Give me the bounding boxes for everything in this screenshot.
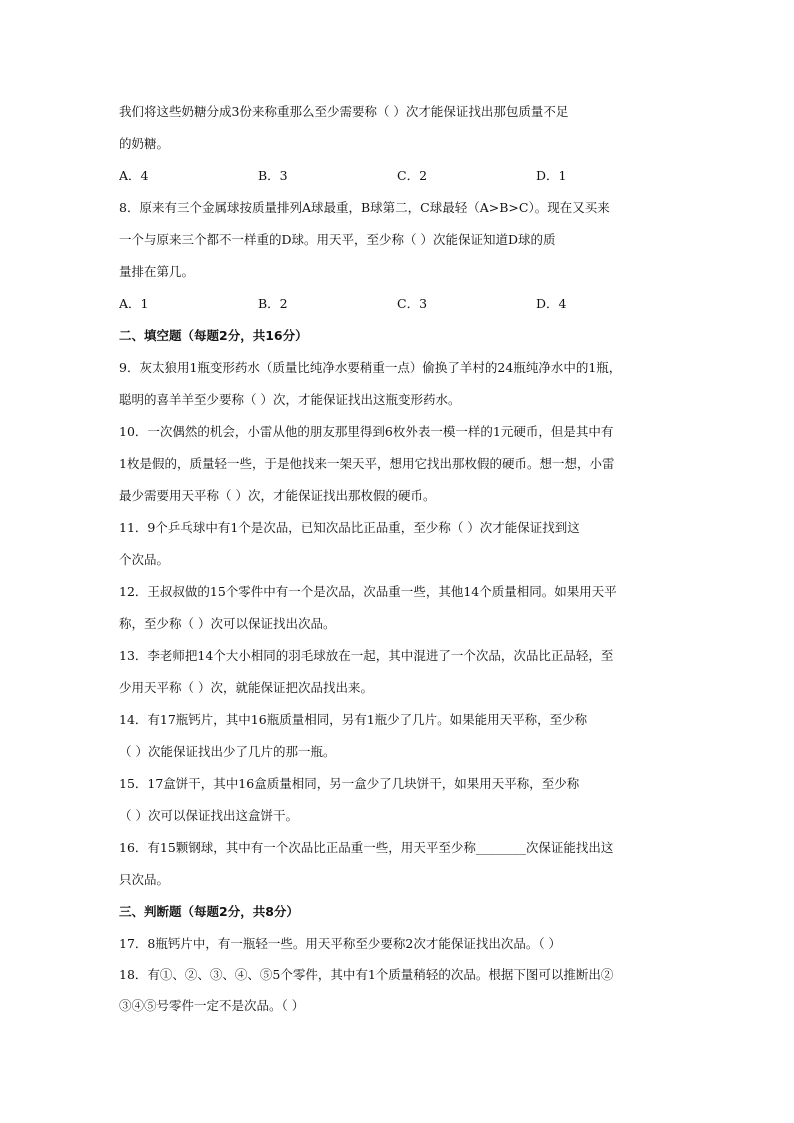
q8-option-a: A．1 [119,296,149,311]
q18-text-line-2: ③④⑤号零件一定不是次品。（ ） [119,998,305,1013]
q10-text-line-3: 最少需要用天平称（ ）次，才能保证找出那枚假的硬币。 [119,488,436,503]
q16-text-line-2: 只次品。 [119,872,170,887]
q18-text-line-1: 18．有①、②、③、④、⑤5个零件，其中有1个质量稍轻的次品。根据下图可以推断出② [119,967,614,982]
q14-text-line-1: 14．有17瓶钙片，其中16瓶质量相同，另有1瓶少了几片。如果能用天平称，至少称 [119,712,588,727]
section-heading-judgement: 三、判断题（每题2分，共8分） [119,904,299,919]
q9-text-line-1: 9．灰太狼用1瓶变形药水（质量比纯净水要稍重一点）偷换了羊村的24瓶纯净水中的1瓶， [119,360,622,375]
q8-option-d: D．4 [536,296,567,311]
q7-text-line-1: 我们将这些奶糖分成3份来称重那么至少需要称（ ）次才能保证找出那包质量不足 [119,104,569,119]
q7-option-c: C．2 [397,168,428,183]
q8-option-c: C．3 [397,296,428,311]
q9-text-line-2: 聪明的喜羊羊至少要称（ ）次，才能保证找出这瓶变形药水。 [119,392,461,407]
q8-option-b: B．2 [258,296,288,311]
q12-text-line-1: 12．王叔叔做的15个零件中有一个是次品，次品重一些，其他14个质量相同。如果用天平 [119,584,617,599]
q16-text-line-1: 16．有15颗钢球，其中有一个次品比正品重一些，用天平至少称________次保证能找出这 [119,840,614,855]
q8-text-line-1: 8．原来有三个金属球按质量排列A球最重，B球第二，C球最轻（A>B>C）。现在又买来 [119,200,610,215]
q11-text-line-2: 个次品。 [119,552,170,567]
q13-text-line-1: 13．李老师把14个大小相同的羽毛球放在一起，其中混进了一个次品，次品比正品轻，至 [119,648,614,663]
q10-text-line-2: 1枚是假的，质量轻一些，于是他找来一架天平，想用它找出那枚假的硬币。想一想，小雷 [119,456,615,471]
q8-text-line-3: 量排在第几。 [119,264,195,279]
q17-text-line-1: 17．8瓶钙片中，有一瓶轻一些。用天平称至少要称2次才能保证找出次品。（ ） [119,936,562,951]
q7-option-b: B．3 [258,168,288,183]
q8-options [119,288,679,320]
q14-text-line-2: （ ）次能保证找出少了几片的那一瓶。 [119,744,336,759]
q8-text-line-2: 一个与原来三个都不一样重的D球。用天平，至少称（ ）次能保证知道D球的质 [119,232,556,247]
q15-text-line-2: （ ）次可以保证找出这盒饼干。 [119,808,298,823]
q10-text-line-1: 10．一次偶然的机会，小雷从他的朋友那里得到6枚外表一模一样的1元硬币，但是其中有 [119,424,614,439]
q7-text-line-2: 的奶糖。 [119,136,170,151]
q13-text-line-2: 少用天平称（ ）次，就能保证把次品找出来。 [119,680,373,695]
document-body [119,96,679,1021]
q7-option-a: A．4 [119,168,149,183]
q15-text-line-1: 15．17盒饼干，其中16盒质量相同，另一盒少了几块饼干，如果用天平称，至少称 [119,776,580,791]
section-heading-fill-in: 二、填空题（每题2分，共16分） [119,328,308,343]
q12-text-line-2: 称，至少称（ ）次可以保证找出次品。 [119,616,336,631]
q11-text-line-1: 11．9个乒乓球中有1个是次品，已知次品比正品重，至少称（ ）次才能保证找到这 [119,520,580,535]
q7-option-d: D．1 [536,168,567,183]
q7-options [119,160,679,192]
